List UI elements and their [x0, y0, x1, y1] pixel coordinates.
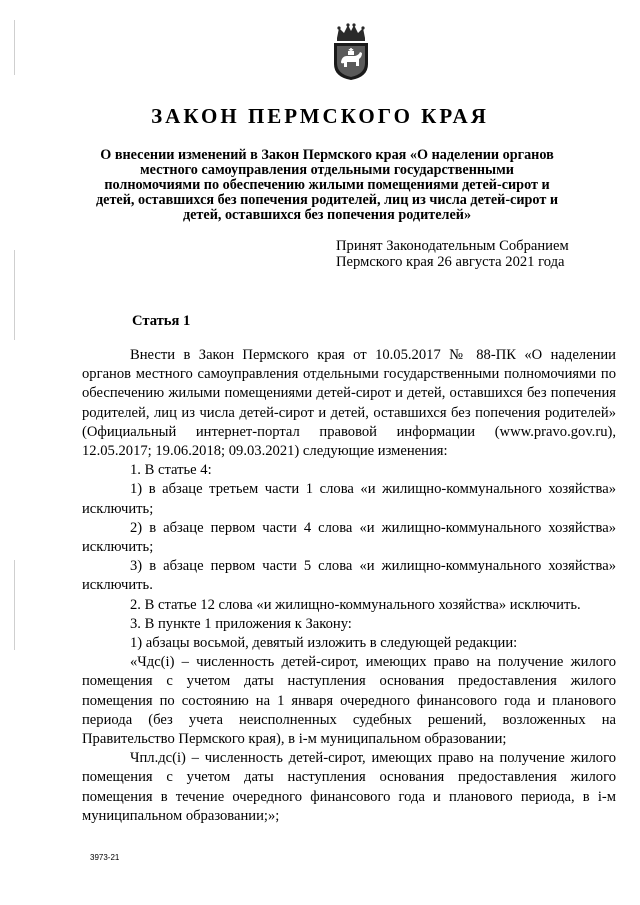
perm-krai-coat-of-arms-icon — [329, 22, 373, 82]
body-paragraph: 3. В пункте 1 приложения к Закону: — [130, 615, 352, 632]
body-paragraph: 1) абзацы восьмой, девятый изложить в следующей редакции: — [130, 635, 518, 652]
scan-edge-mark — [14, 20, 15, 75]
law-subject: О внесении изменений в Закон Пермского края «О наделении органов местного самоуправления отдельными государственными полномочиями по обеспечению жилыми помещениями детей-сирот и детей, оставшихся без попечения родителей, лиц из числа детей-сирот и детей, оставшихся без попечения родителей» — [95, 147, 559, 223]
body-paragraph: 2. В статье 12 слова «и жилищно-коммунального хозяйства» исключить. — [130, 596, 581, 613]
adoption-note — [336, 238, 596, 270]
article-heading: Статья 1 — [132, 313, 191, 329]
law-title: ЗАКОН ПЕРМСКОГО КРАЯ — [151, 104, 489, 128]
document-code: 3973-21 — [90, 853, 120, 862]
article-body — [82, 346, 616, 826]
body-paragraph: 3) в абзаце первом части 5 слова «и жилищно-коммунального хозяйства» исключить. — [82, 558, 616, 594]
body-paragraph: 1) в абзаце третьем части 1 слова «и жилищно-коммунального хозяйства» исключить; — [82, 481, 616, 517]
body-paragraph: Внести в Закон Пермского края от 10.05.2017 № 88-ПК «О наделении органов местного самоуправления отдельными государственными полномочиями по обеспечению жилыми помещениями детей-сирот и детей, оставшихся без попечения родителей, лиц из числа детей-сирот и детей, оставшихся без попечения родителей» (Официальный интернет-портал правовой информации (www.pravo.gov.ru), 12.05.2017; 19.06.2018; 09.03.2021) следующие изменения: — [82, 347, 616, 460]
adoption-line-1: Принят Законодательным Собранием — [336, 238, 569, 254]
body-paragraph: «Чдс(i) – численность детей-сирот, имеющих право на получение жилого помещения с учетом даты наступления основания предоставления жилого помещения по состоянию на 1 января очередного финансового года и планового периода (без учета неисполненных судебных решений, возложенных на Правительство Пермского края), в i-м муниципальном образовании; — [82, 654, 616, 748]
scan-edge-mark — [14, 560, 15, 650]
body-paragraph: Чпл.дс(i) – численность детей-сирот, имеющих право на получение жилого помещения с учетом даты наступления основания предоставления жилого помещения в течение очередного финансового года и планового периода, в i-м муниципальном образовании;»; — [82, 750, 616, 824]
body-paragraph: 2) в абзаце первом части 4 слова «и жилищно-коммунального хозяйства» исключить; — [82, 519, 616, 556]
adoption-line-2: Пермского края 26 августа 2021 года — [336, 254, 565, 270]
body-paragraph: 1. В статье 4: — [130, 462, 212, 479]
scan-edge-mark — [14, 250, 15, 340]
